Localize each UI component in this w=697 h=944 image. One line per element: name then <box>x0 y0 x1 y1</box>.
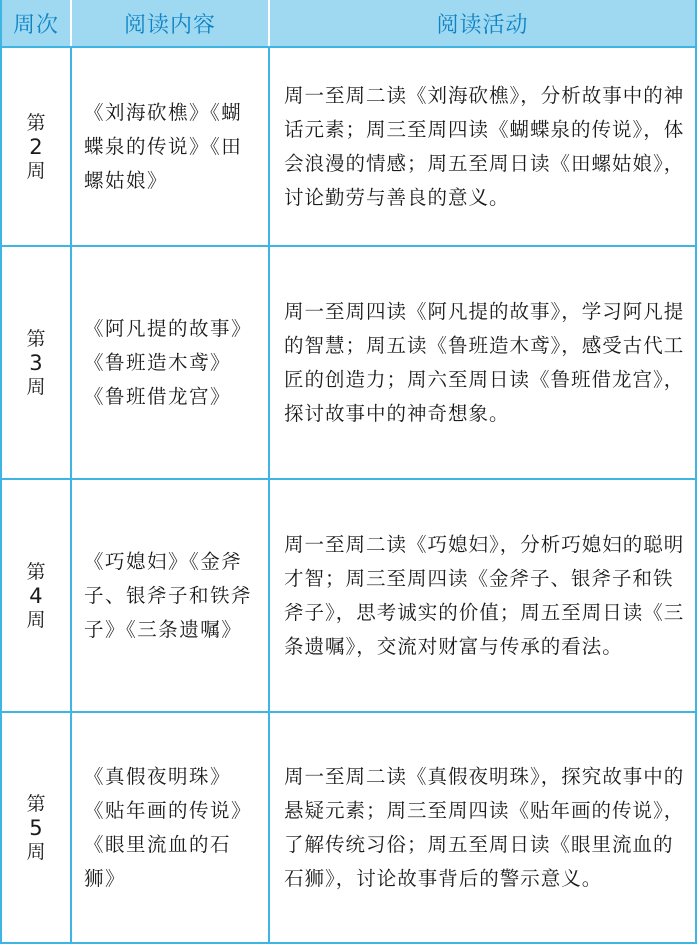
week-suffix: 周 <box>26 375 46 398</box>
week-number: 3 <box>29 350 43 375</box>
week-prefix: 第 <box>26 792 46 815</box>
week-prefix: 第 <box>26 560 46 583</box>
content-cell <box>72 713 270 942</box>
table-row <box>2 478 695 711</box>
reading-content: 《巧媳妇》《金斧子、银斧子和铁斧子》《三条遗嘱》 <box>84 549 253 641</box>
content-cell <box>72 480 270 711</box>
activity-cell <box>270 480 695 711</box>
table-row <box>2 711 695 942</box>
table-header <box>2 0 695 46</box>
reading-content: 《刘海砍樵》《蝴蝶泉的传说》《田螺姑娘》 <box>84 100 243 192</box>
week-cell <box>2 48 72 245</box>
content-cell <box>72 48 270 245</box>
reading-activity: 周一至周二读《真假夜明珠》，探究故事中的悬疑元素；周三至周四读《贴年画的传说》，了解传统习俗；周五至周日读《眼里流血的石狮》，讨论故事背后的警示意义。 <box>284 764 685 890</box>
week-number: 5 <box>29 815 43 840</box>
week-prefix: 第 <box>26 111 46 134</box>
reading-activity: 周一至周二读《刘海砍樵》，分析故事中的神话元素；周三至周四读《蝴蝶泉的传说》，体会浪漫的情感；周五至周日读《田螺姑娘》，讨论勤劳与善良的意义。 <box>284 83 685 209</box>
week-cell <box>2 480 72 711</box>
week-suffix: 周 <box>26 159 46 182</box>
activity-cell <box>270 48 695 245</box>
header-content: 阅读内容 <box>72 0 270 46</box>
activity-cell <box>270 247 695 478</box>
activity-cell <box>270 713 695 942</box>
header-week: 周次 <box>2 0 72 46</box>
content-cell <box>72 247 270 478</box>
reading-content: 《真假夜明珠》《贴年画的传说》《眼里流血的石狮》 <box>84 764 253 890</box>
week-number: 4 <box>29 583 43 608</box>
reading-activity: 周一至周二读《巧媳妇》，分析巧媳妇的聪明才智；周三至周四读《金斧子、银斧子和铁斧子》，思考诚实的价值；周五至周日读《三条遗嘱》，交流对财富与传承的看法。 <box>284 532 685 658</box>
week-suffix: 周 <box>26 608 46 631</box>
week-prefix: 第 <box>26 327 46 350</box>
week-cell <box>2 247 72 478</box>
reading-activity: 周一至周四读《阿凡提的故事》，学习阿凡提的智慧；周五读《鲁班造木鸢》，感受古代工匠的创造力；周六至周日读《鲁班借龙宫》，探讨故事中的神奇想象。 <box>284 299 685 425</box>
week-cell <box>2 713 72 942</box>
table-row <box>2 46 695 245</box>
week-suffix: 周 <box>26 840 46 863</box>
header-activity: 阅读活动 <box>436 12 529 38</box>
week-number: 2 <box>29 134 43 159</box>
table-row <box>2 245 695 478</box>
reading-content: 《阿凡提的故事》《鲁班造木鸢》《鲁班借龙宫》 <box>84 316 253 408</box>
